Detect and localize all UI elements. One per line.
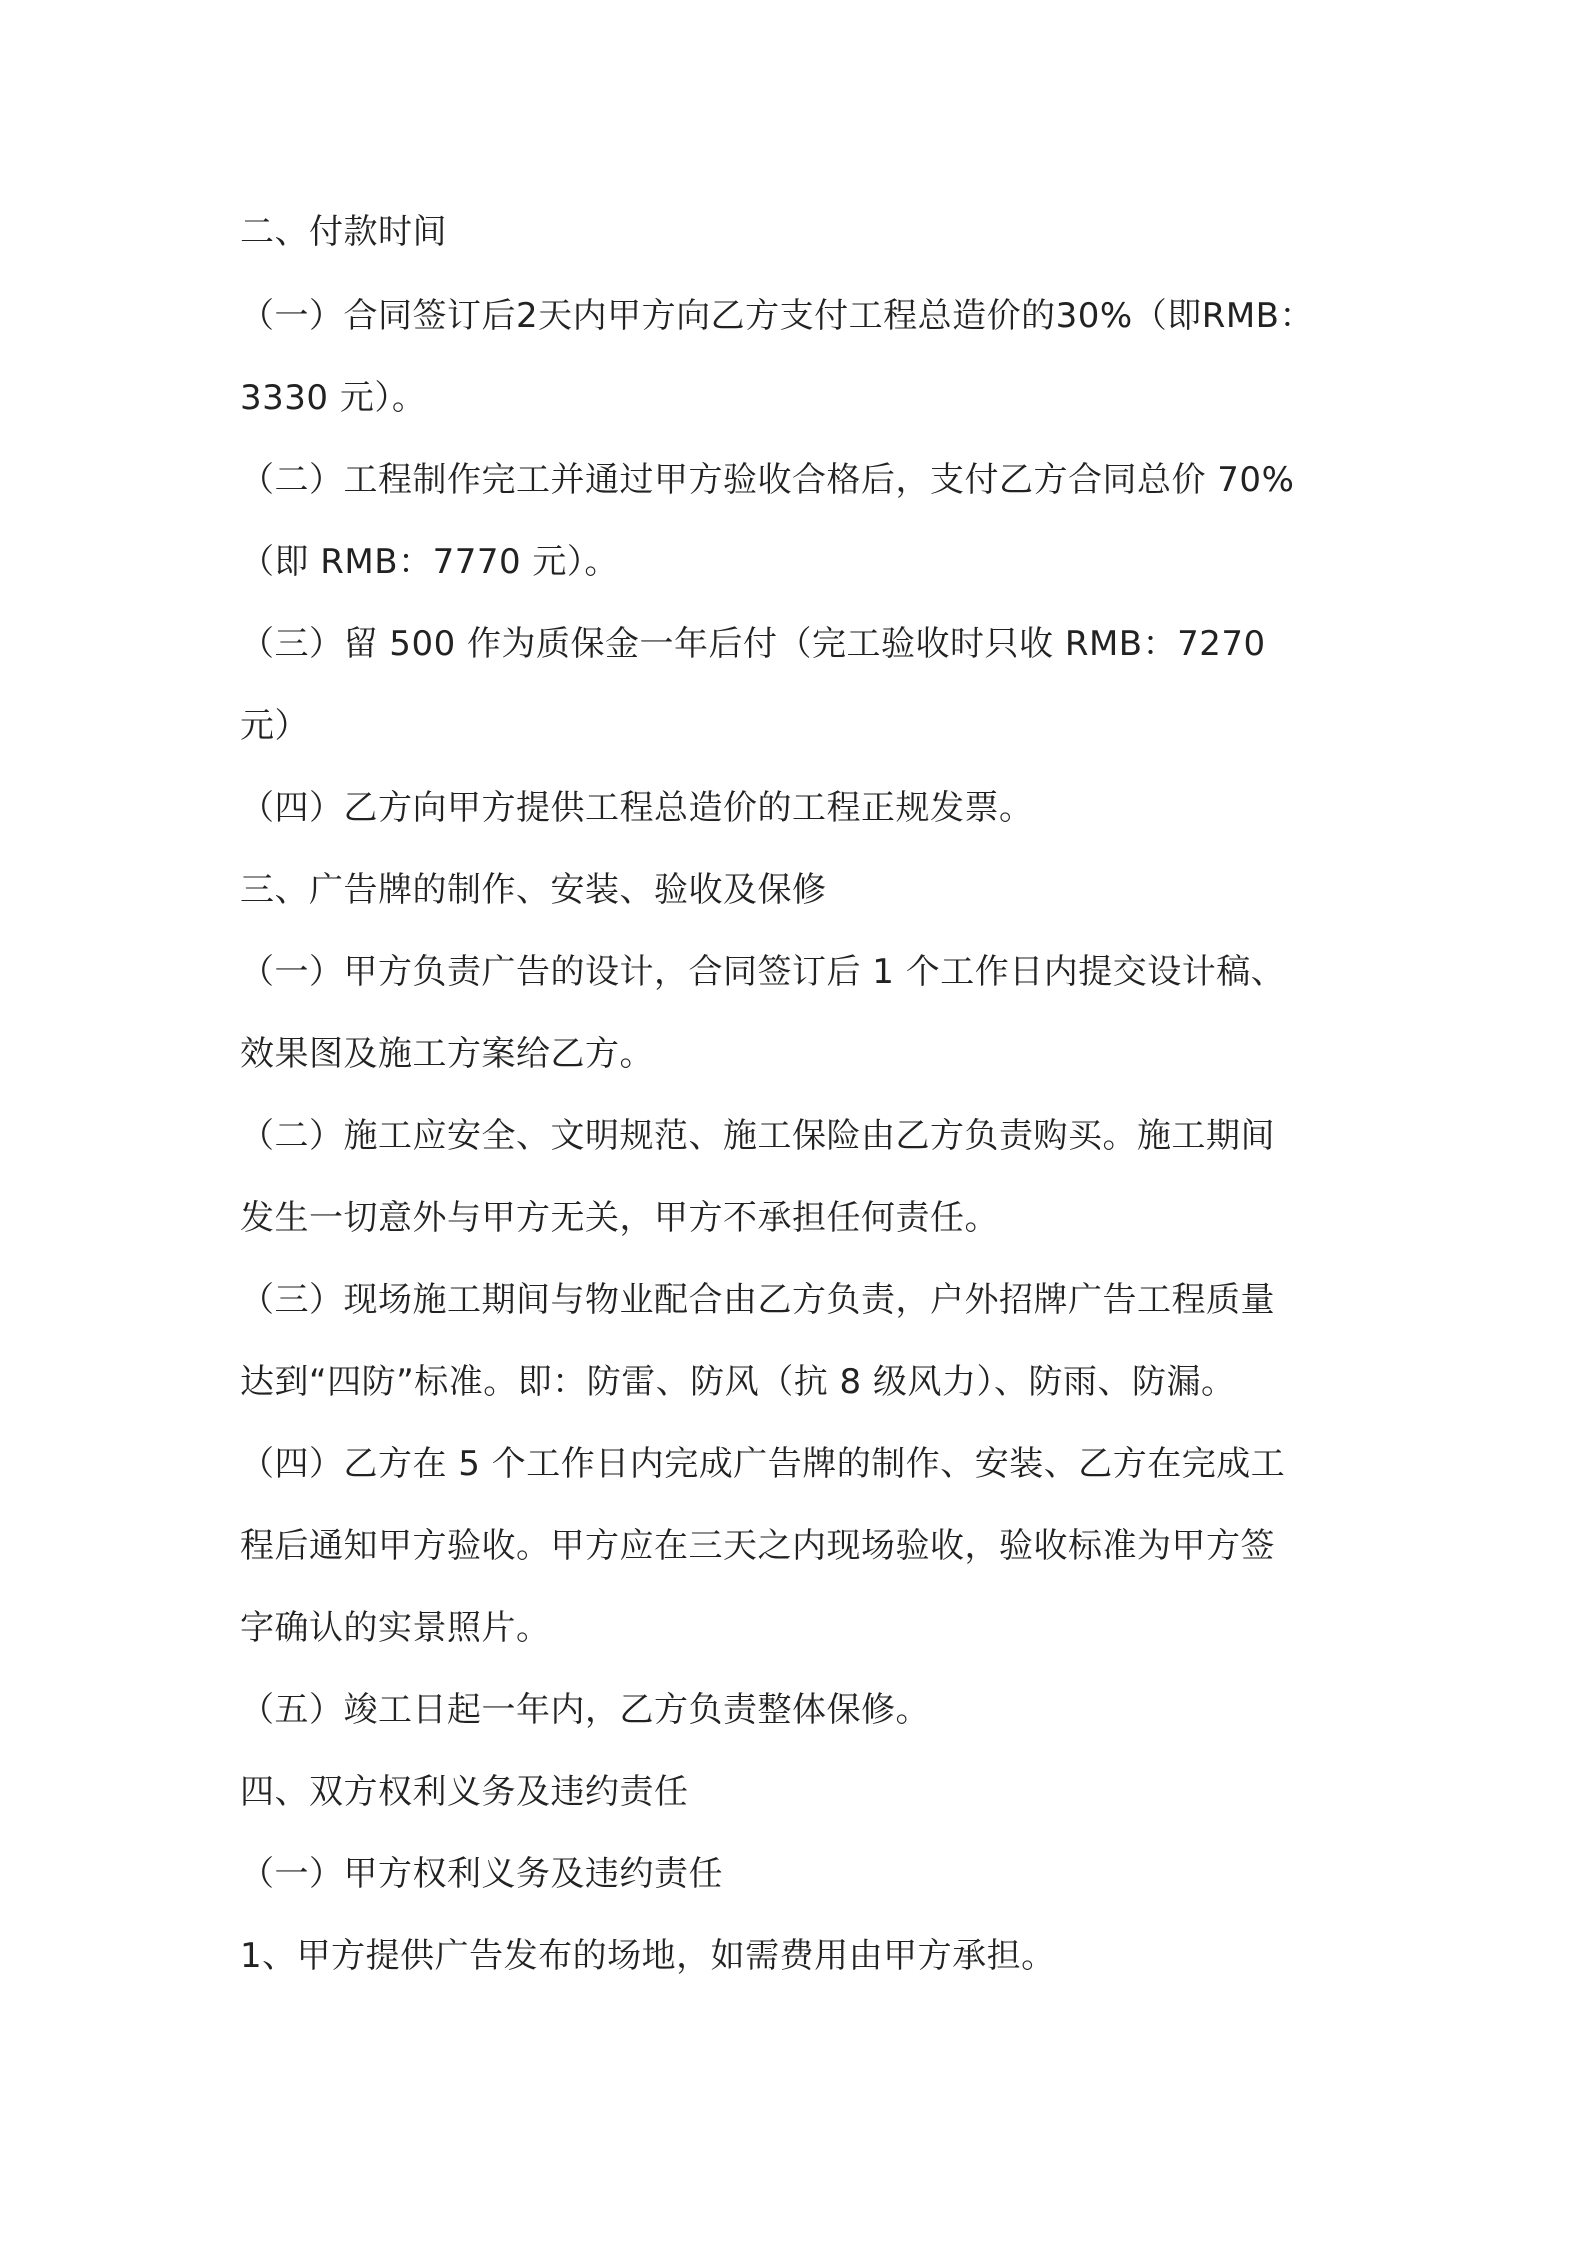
document-body xyxy=(240,198,1360,1982)
paragraph-line: （五）竣工日起一年内，乙方负责整体保修。 xyxy=(240,1690,930,1730)
paragraph-line: （四）乙方向甲方提供工程总造价的工程正规发票。 xyxy=(240,788,1034,828)
paragraph-line: （三）现场施工期间与物业配合由乙方负责，户外招牌广告工程质量 xyxy=(240,1280,1275,1320)
paragraph-line: （三）留 500 作为质保金一年后付（完工验收时只收 RMB：7270 xyxy=(240,624,1266,664)
paragraph-line: （二）施工应安全、文明规范、施工保险由乙方负责购买。施工期间 xyxy=(240,1116,1275,1156)
section-heading-production-install: 三、广告牌的制作、安装、验收及保修 xyxy=(240,870,827,910)
paragraph-line: 效果图及施工方案给乙方。 xyxy=(240,1034,654,1074)
paragraph-line: （一）甲方负责广告的设计，合同签订后 1 个工作日内提交设计稿、 xyxy=(240,952,1286,992)
paragraph-line: 达到“四防”标准。即：防雷、防风（抗 8 级风力）、防雨、防漏。 xyxy=(240,1362,1236,1402)
paragraph-line: （一）甲方权利义务及违约责任 xyxy=(240,1854,723,1894)
paragraph-line: （二）工程制作完工并通过甲方验收合格后，支付乙方合同总价 70% xyxy=(240,460,1295,500)
section-heading-payment-time: 二、付款时间 xyxy=(240,212,447,252)
paragraph-line: 元） xyxy=(240,706,309,746)
paragraph-line: 1、甲方提供广告发布的场地，如需费用由甲方承担。 xyxy=(240,1936,1056,1976)
paragraph-line: （一）合同签订后2天内甲方向乙方支付工程总造价的30%（即RMB： xyxy=(240,296,1314,336)
paragraph-line: 程后通知甲方验收。甲方应在三天之内现场验收，验收标准为甲方签 xyxy=(240,1526,1275,1566)
paragraph-line: 3330 元）。 xyxy=(240,378,427,418)
paragraph-line: （四）乙方在 5 个工作日内完成广告牌的制作、安装、乙方在完成工 xyxy=(240,1444,1286,1484)
paragraph-line: （即 RMB：7770 元）。 xyxy=(240,542,619,582)
paragraph-line: 发生一切意外与甲方无关，甲方不承担任何责任。 xyxy=(240,1198,999,1238)
section-heading-rights-obligations: 四、双方权利义务及违约责任 xyxy=(240,1772,689,1812)
paragraph-line: 字确认的实景照片。 xyxy=(240,1608,551,1648)
